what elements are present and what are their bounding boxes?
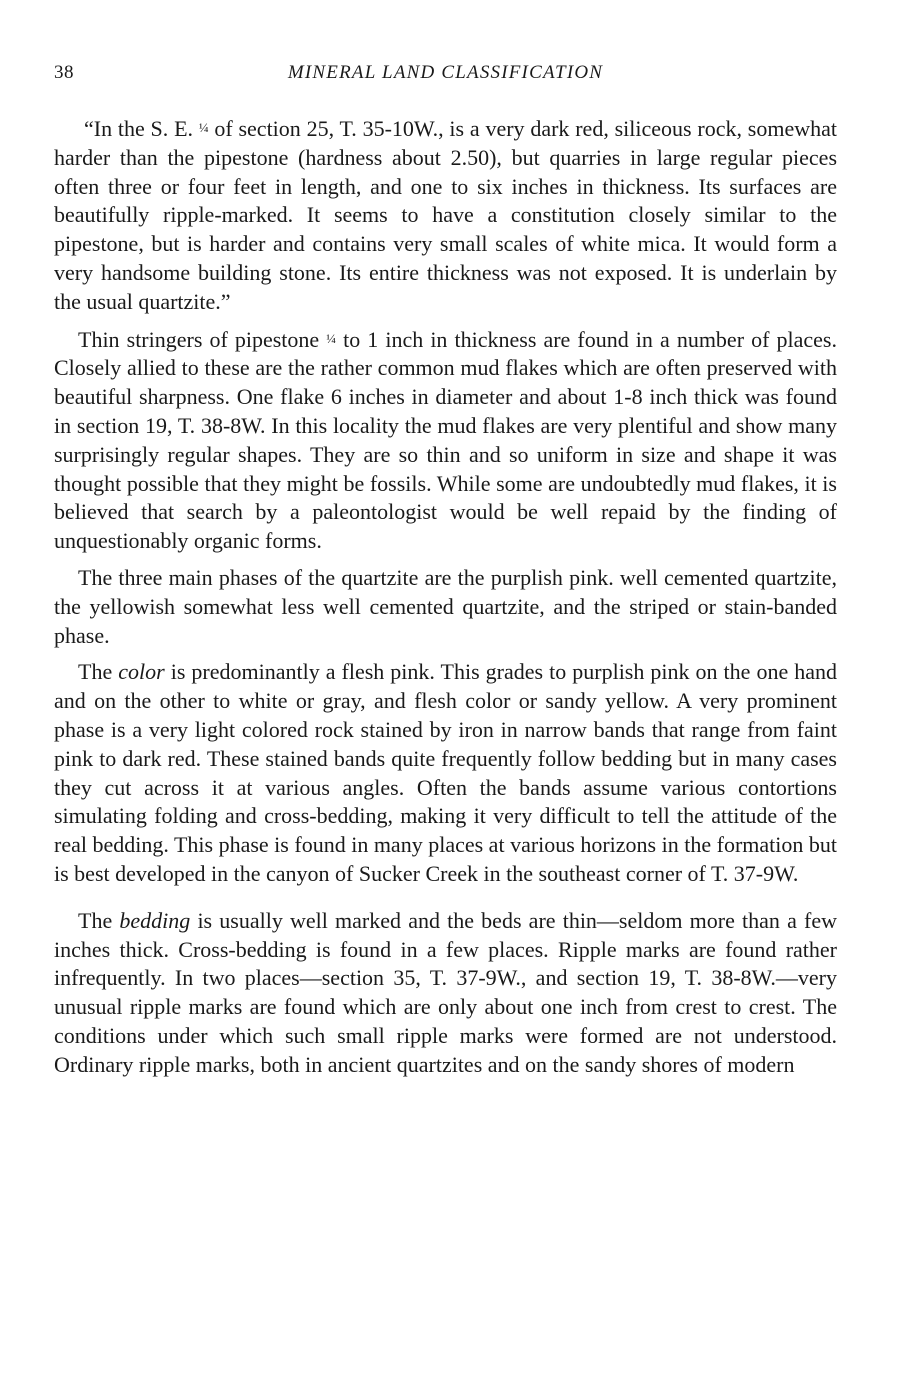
paragraph-text: The [78, 907, 120, 933]
paragraph-text: of section 25, T. 35-10W., is a very dark red, siliceous rock, somewhat harder than the pipestone (hardness about 2.50), but quarries in large regular pieces often three or four feet in length, and one to six inches in thickness. Its surfaces are beautifully ripple-marked. It seems to have a constitution closely similar to the pipestone, but is harder and contains very small scales of white mica. It would form a very handsome building stone. Its entire thickness was not exposed. It is underlain by the usual quartzite.” [54, 116, 837, 314]
document-page [54, 58, 837, 1088]
fraction-glyph: ¼ [326, 330, 337, 346]
fraction-glyph: ¼ [198, 120, 209, 135]
italic-term: color [118, 659, 165, 685]
paragraph-stringers [54, 325, 837, 556]
paragraph-text: to 1 inch in thickness are found in a number of places. Closely allied to these are the rather common mud flakes which are often preserved with beautiful sharpness. One flake 6 inches in diameter and about 1-8 inch thick was found in section 19, T. 38-8W. In this locality the mud flakes are very plentiful and show many surprisingly regular shapes. They are so thin and so uniform in size and shape it was thought possible that they might be fossils. While some are undoubtedly mud flakes, it is believed that search by a paleontologist would be well repaid by the finding of unquestionably organic forms. [54, 326, 837, 554]
page-number: 38 [54, 62, 74, 83]
italic-term: bedding [119, 907, 191, 933]
running-title: MINERAL LAND CLASSIFICATION [287, 62, 604, 83]
paragraph-text: is predominantly a flesh pink. This grades to purplish pink on the one hand and on the other to white or gray, and flesh color or sandy yellow. A very prominent phase is a very light colored rock stained by iron in narrow bands that range from faint pink to dark red. These stained bands quite frequently follow bedding but in many cases they cut across it at various angles. Often the bands assume various contortions simulating folding and cross-bedding, making it very difficult to tell the attitude of the real bedding. This phase is found in many places at various horizons in the formation but is best developed in the canyon of Sucker Creek in the southeast corner of T. 37-9W. [54, 659, 838, 886]
paragraph-text: The [78, 659, 119, 685]
paragraph-bedding [54, 907, 837, 1080]
page-header [54, 58, 837, 92]
paragraph-quotation [54, 114, 837, 317]
paragraph-color [54, 658, 837, 888]
page-body [54, 114, 837, 1080]
paragraph-phases: The three main phases of the quartzite are the purplish pink. well cemented quartzite, the yellowish somewhat less well cemented quartzite, and the striped or stain-banded phase. [54, 564, 837, 648]
paragraph-text: is usually well marked and the beds are thin—seldom more than a few inches thick. Cross-bedding is found in a few places. Ripple marks are found rather infrequently. In two places—section 35, T. 37-9W., and section 19, T. 38-8W.—very unusual ripple marks are found which are only about one inch from crest to crest. The conditions under which such small ripple marks were formed are not understood. Ordinary ripple marks, both in ancient quartzites and on the sandy shores of modern [54, 907, 837, 1077]
paragraph-text: Thin stringers of pipestone [78, 326, 327, 352]
paragraph-text: “In the S. E. [84, 116, 199, 141]
